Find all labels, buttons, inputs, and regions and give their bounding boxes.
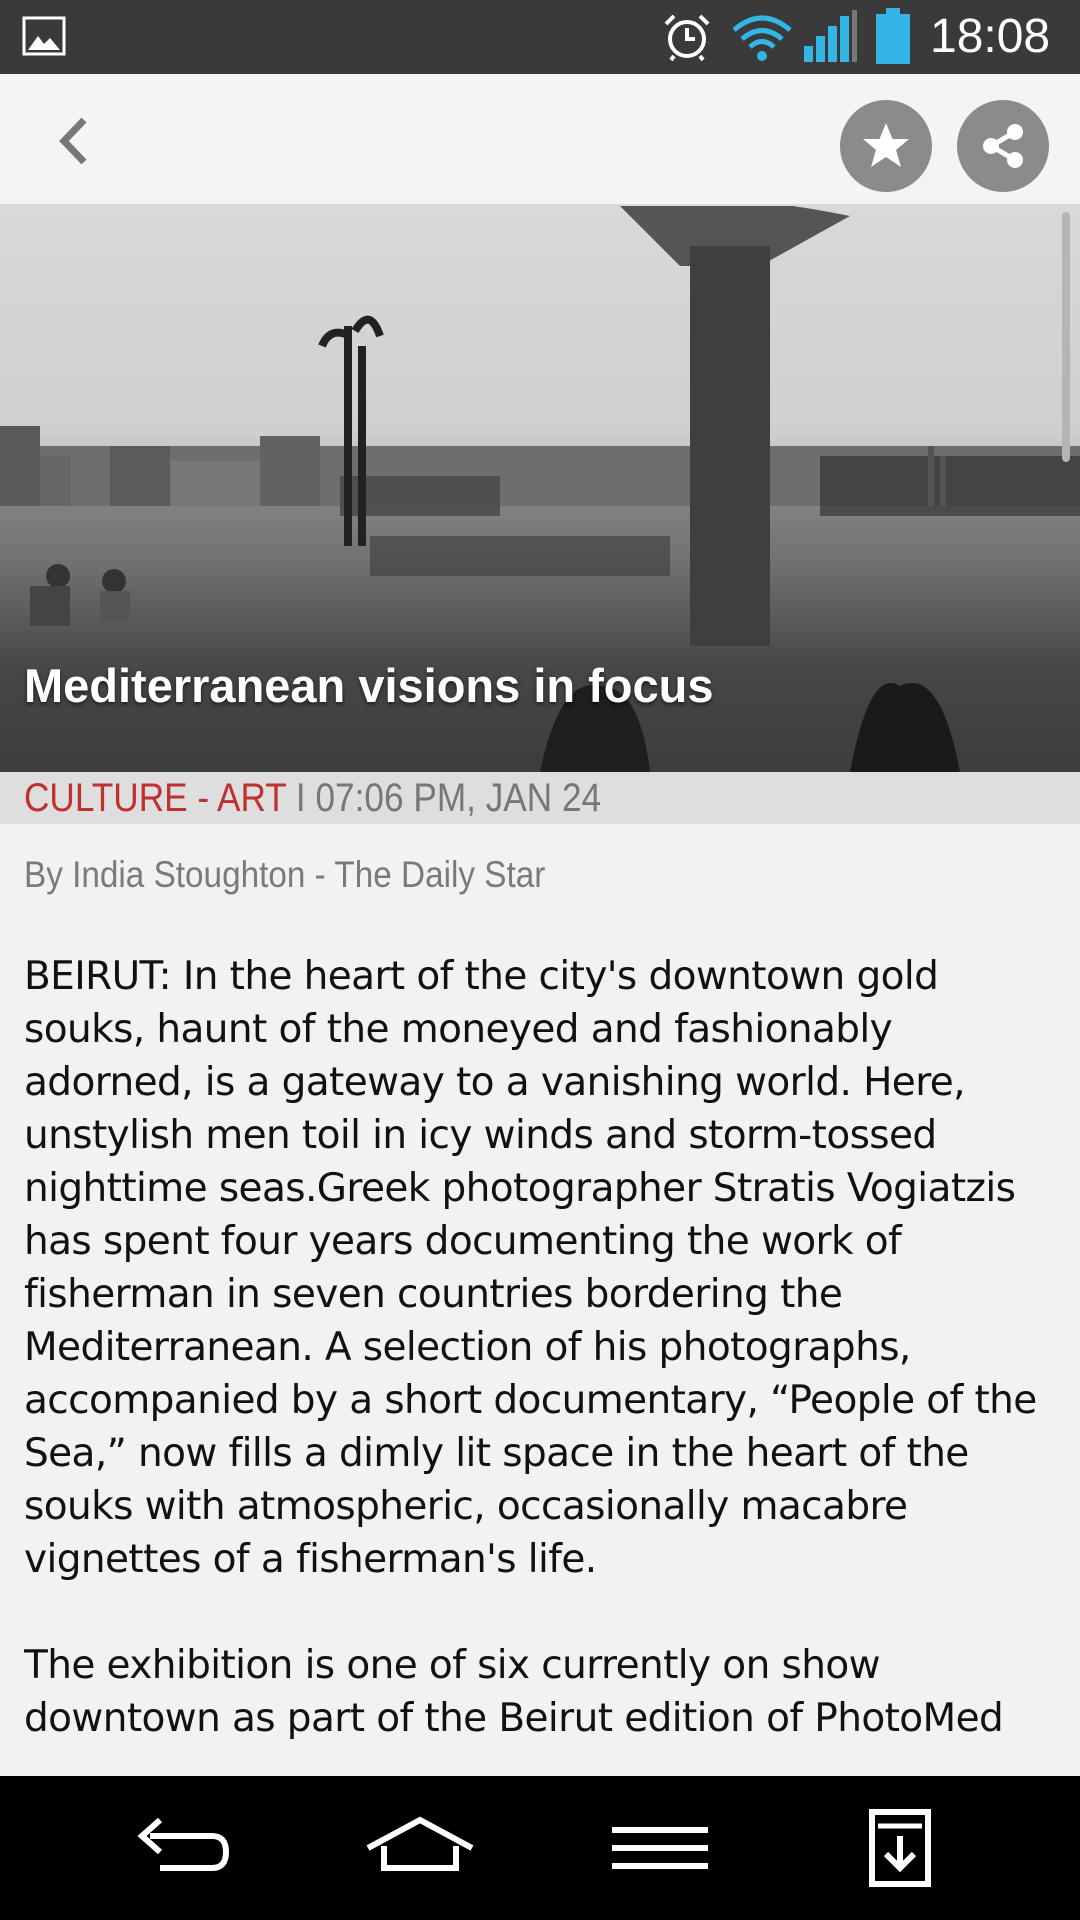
system-nav-bar: [0, 1776, 1080, 1920]
article-byline: By India Stoughton - The Daily Star: [24, 854, 546, 895]
hero-image[interactable]: [0, 206, 1080, 772]
signal-icon: [802, 10, 858, 64]
save-download-icon[interactable]: [840, 1806, 960, 1890]
chevron-left-icon[interactable]: [40, 106, 110, 176]
status-bar: [0, 0, 1080, 74]
meta-separator: I: [295, 776, 306, 820]
back-arrow-icon[interactable]: [120, 1806, 240, 1890]
gallery-icon: [22, 16, 66, 56]
favorite-button[interactable]: [840, 100, 932, 192]
wifi-icon: [730, 12, 794, 64]
article-title: Mediterranean visions in focus: [24, 659, 714, 712]
category-label[interactable]: CULTURE - ART: [24, 776, 287, 820]
share-icon: [977, 120, 1029, 172]
scroll-indicator: [1062, 212, 1070, 462]
article-meta-bar: [0, 772, 1080, 824]
article-timestamp: 07:06 PM, JAN 24: [315, 776, 602, 820]
article-body: [24, 950, 1064, 1776]
alarm-icon: [662, 12, 712, 62]
article-paragraph: BEIRUT: In the heart of the city's downtown gold souks, haunt of the moneyed and fashionably adorned, is a gateway to a vanishing world. Here, unstylish men toil in icy winds and storm-tossed nighttime seas.Greek photographer Stratis Vogiatzis has spent four years documenting the work of fisherman in seven countries bordering the Mediterranean. A selection of his photographs, accompanied by a short documentary, “People of the Sea,” now fills a dimly lit space in the heart of the souks with atmospheric, occasionally macabre vignettes of a fisherman's life.: [24, 954, 1037, 1582]
clock-time: 18:08: [930, 10, 1051, 63]
share-button[interactable]: [957, 100, 1049, 192]
article-paragraph: The exhibition is one of six currently on show downtown as part of the Beirut edition of PhotoMed: [24, 1643, 1004, 1741]
app-bar: [0, 74, 1080, 206]
menu-icon[interactable]: [600, 1806, 720, 1890]
home-icon[interactable]: [360, 1806, 480, 1890]
battery-icon: [874, 8, 912, 66]
star-icon: [860, 120, 912, 172]
